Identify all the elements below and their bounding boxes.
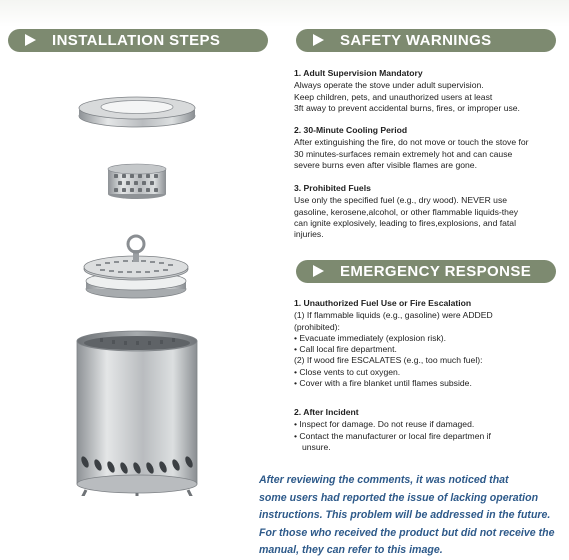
play-triangle-icon <box>313 34 324 46</box>
emergency-bullet: • Evacuate immediately (explosion risk). <box>294 333 556 344</box>
note-line: instructions. This problem will be addressed in the future. <box>259 509 551 522</box>
emergency-item-title: 1. Unauthorized Fuel Use or Fire Escalation <box>294 298 472 308</box>
safety-item-text: gasoline, kerosene,alcohol, or other flammable liquids-they <box>294 206 519 217</box>
safety-item-title: 1. Adult Supervision Mandatory <box>294 68 423 78</box>
note-line: After reviewing the comments, it was noticed that <box>259 474 509 486</box>
safety-item-cooling <box>294 125 556 171</box>
emergency-bullet: • Call local fire department. <box>294 344 556 355</box>
safety-item-text: 30 minutes-surfaces remain extremely hot and can cause <box>294 148 513 159</box>
safety-item-text: 3ft away to prevent accidental burns, fires, or improper use. <box>294 102 520 113</box>
installation-steps-banner <box>8 29 268 52</box>
emergency-item-title: 2. After Incident <box>294 407 359 417</box>
emergency-item-fuel-escalation <box>294 298 556 389</box>
banner-label: INSTALLATION STEPS <box>52 32 221 49</box>
stove-exploded-illustration <box>60 86 240 496</box>
safety-item-text: After extinguishing the fire, do not move or touch the stove for <box>294 137 529 148</box>
emergency-item-text: (1) If flammable liquids (e.g., gasoline) were ADDED <box>294 310 493 321</box>
note-line: some users had reported the issue of lacking operation <box>259 491 539 504</box>
emergency-bullet <box>294 431 556 442</box>
emergency-bullet: • Inspect for damage. Do not reuse if damaged. <box>294 419 556 430</box>
note-line: For those who received the product but did not receive the <box>259 526 555 539</box>
emergency-item-text: (2) If wood fire ESCALATES (e.g., too much fuel): <box>294 355 483 366</box>
banner-label: SAFETY WARNINGS <box>340 32 492 49</box>
grill-grate-with-ring-handle <box>84 236 188 298</box>
emergency-item-text: (prohibited): <box>294 321 340 332</box>
fuel-basket <box>108 164 166 199</box>
safety-item-text: Use only the specified fuel (e.g., dry wood). NEVER use <box>294 195 508 206</box>
note-line: manual, they can refer to this image. <box>259 544 443 557</box>
banner-label: EMERGENCY RESPONSE <box>340 263 532 280</box>
safety-item-text: severe burns even after visible flames are gone. <box>294 159 477 170</box>
safety-item-title: 2. 30-Minute Cooling Period <box>294 125 408 135</box>
emergency-bullet-continuation: unsure. <box>302 441 331 452</box>
safety-item-text: Keep children, pets, and unauthorized users at least <box>294 91 493 102</box>
stove-body <box>77 331 197 496</box>
safety-item-title: 3. Prohibited Fuels <box>294 183 371 193</box>
emergency-bullet-line: Contact the manufacturer or local fire departmen if <box>299 430 491 441</box>
emergency-item-after-incident <box>294 407 556 453</box>
stove-lid-ring <box>79 97 195 127</box>
safety-item-fuels <box>294 183 556 240</box>
safety-item-supervision <box>294 68 556 114</box>
emergency-bullet: • Close vents to cut oxygen. <box>294 367 556 378</box>
safety-warnings-banner <box>296 29 556 52</box>
safety-item-text: can ignite explosively, leading to fires,explosions, and fatal <box>294 217 516 228</box>
play-triangle-icon <box>25 34 36 46</box>
safety-item-text: Always operate the stove under adult supervision. <box>294 80 484 91</box>
emergency-response-banner <box>296 260 556 283</box>
emergency-bullet: • Cover with a fire blanket until flames subside. <box>294 378 556 389</box>
play-triangle-icon <box>313 265 324 277</box>
manual-note <box>259 472 565 560</box>
top-strip <box>0 0 569 27</box>
safety-item-text: injuries. <box>294 229 324 240</box>
